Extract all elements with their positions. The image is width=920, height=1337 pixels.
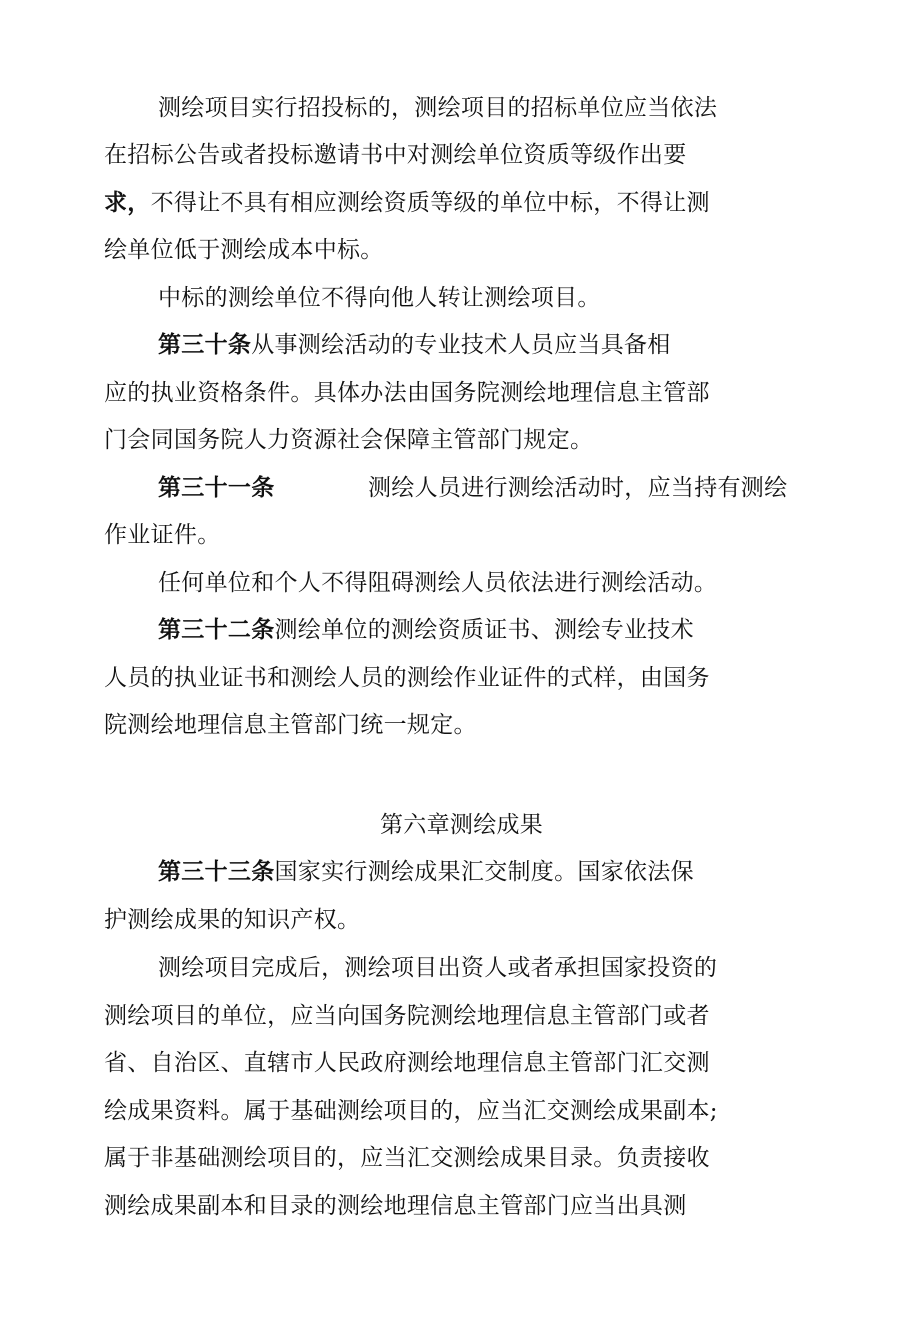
line-text: 从事测绘活动的专业技术人员应当具备相 [251, 332, 671, 358]
chapter-title-text: 第六章测绘成果 [380, 812, 544, 838]
line-text: 国家实行测绘成果汇交制度。国家依法保 [274, 859, 694, 885]
paragraph-line [104, 1143, 710, 1173]
line-text: 测绘成果副本和目录的测绘地理信息主管部门应当出具测 [104, 1193, 687, 1219]
paragraph-line [104, 425, 593, 455]
paragraph-line [104, 1048, 710, 1078]
line-text: 测绘项目的单位，应当向国务院测绘地理信息主管部门或者 [104, 1003, 710, 1029]
line-text: 应的执业资格条件。具体办法由国务院测绘地理信息主管部 [104, 380, 710, 406]
line-text: 在招标公告或者投标邀请书中对测绘单位资质等级作出要 [104, 142, 687, 168]
line-text: 任何单位和个人不得阻碍测绘人员依法进行测绘活动。 [158, 570, 718, 596]
paragraph-line [104, 140, 687, 170]
paragraph-line [158, 953, 717, 983]
line-text: 作业证件。 [104, 522, 221, 548]
line-text: 测绘项目实行招投标的，测绘项目的招标单位应当依法 [158, 95, 718, 121]
line-text: 院测绘地理信息主管部门统一规定。 [104, 712, 477, 738]
article-heading-line [158, 473, 787, 503]
paragraph-line [104, 378, 710, 408]
paragraph-line [104, 1191, 687, 1221]
line-text: 测绘项目完成后，测绘项目出资人或者承担国家投资的 [158, 955, 718, 981]
line-text: 省、自治区、直辖市人民政府测绘地理信息主管部门汇交测 [104, 1050, 710, 1076]
paragraph-line [158, 283, 601, 313]
paragraph-line [104, 905, 360, 935]
chapter-title [380, 810, 543, 840]
paragraph-line [104, 188, 710, 218]
article-heading-line [158, 615, 694, 645]
line-text: 测绘单位的测绘资质证书、测绘专业技术 [274, 617, 694, 643]
line-text: 绘成果资料。属于基础测绘项目的，应当汇交测绘成果副本; [104, 1098, 718, 1124]
line-text: 中标的测绘单位不得向他人转让测绘项目。 [158, 285, 601, 311]
line-text: 人员的执业证书和测绘人员的测绘作业证件的式样，由国务 [104, 665, 710, 691]
paragraph-line [104, 235, 384, 265]
paragraph-line [158, 93, 717, 123]
paragraph-line [104, 1096, 718, 1126]
line-text: 不得让不具有相应测绘资质等级的单位中标，不得让测 [150, 190, 710, 216]
article-heading-line [158, 330, 671, 360]
article-number: 第三十二条 [158, 616, 275, 643]
paragraph-line [104, 520, 221, 550]
line-text: 门会同国务院人力资源社会保障主管部门规定。 [104, 427, 594, 453]
article-number: 第三十条 [158, 331, 252, 358]
paragraph-line [104, 1001, 710, 1031]
paragraph-line [158, 568, 717, 598]
paragraph-line [104, 710, 477, 740]
article-heading-line [158, 857, 694, 887]
line-text: 属于非基础测绘项目的，应当汇交测绘成果目录。负责接收 [104, 1145, 710, 1171]
line-text: 测绘人员进行测绘活动时，应当持有测绘 [368, 475, 788, 501]
article-number: 第三十一条 [158, 474, 275, 501]
line-text: 绘单位低于测绘成本中标。 [104, 237, 384, 263]
emphasis-text: 求， [104, 189, 151, 216]
article-number: 第三十三条 [158, 858, 275, 885]
paragraph-line [104, 663, 710, 693]
line-text: 护测绘成果的知识产权。 [104, 907, 361, 933]
